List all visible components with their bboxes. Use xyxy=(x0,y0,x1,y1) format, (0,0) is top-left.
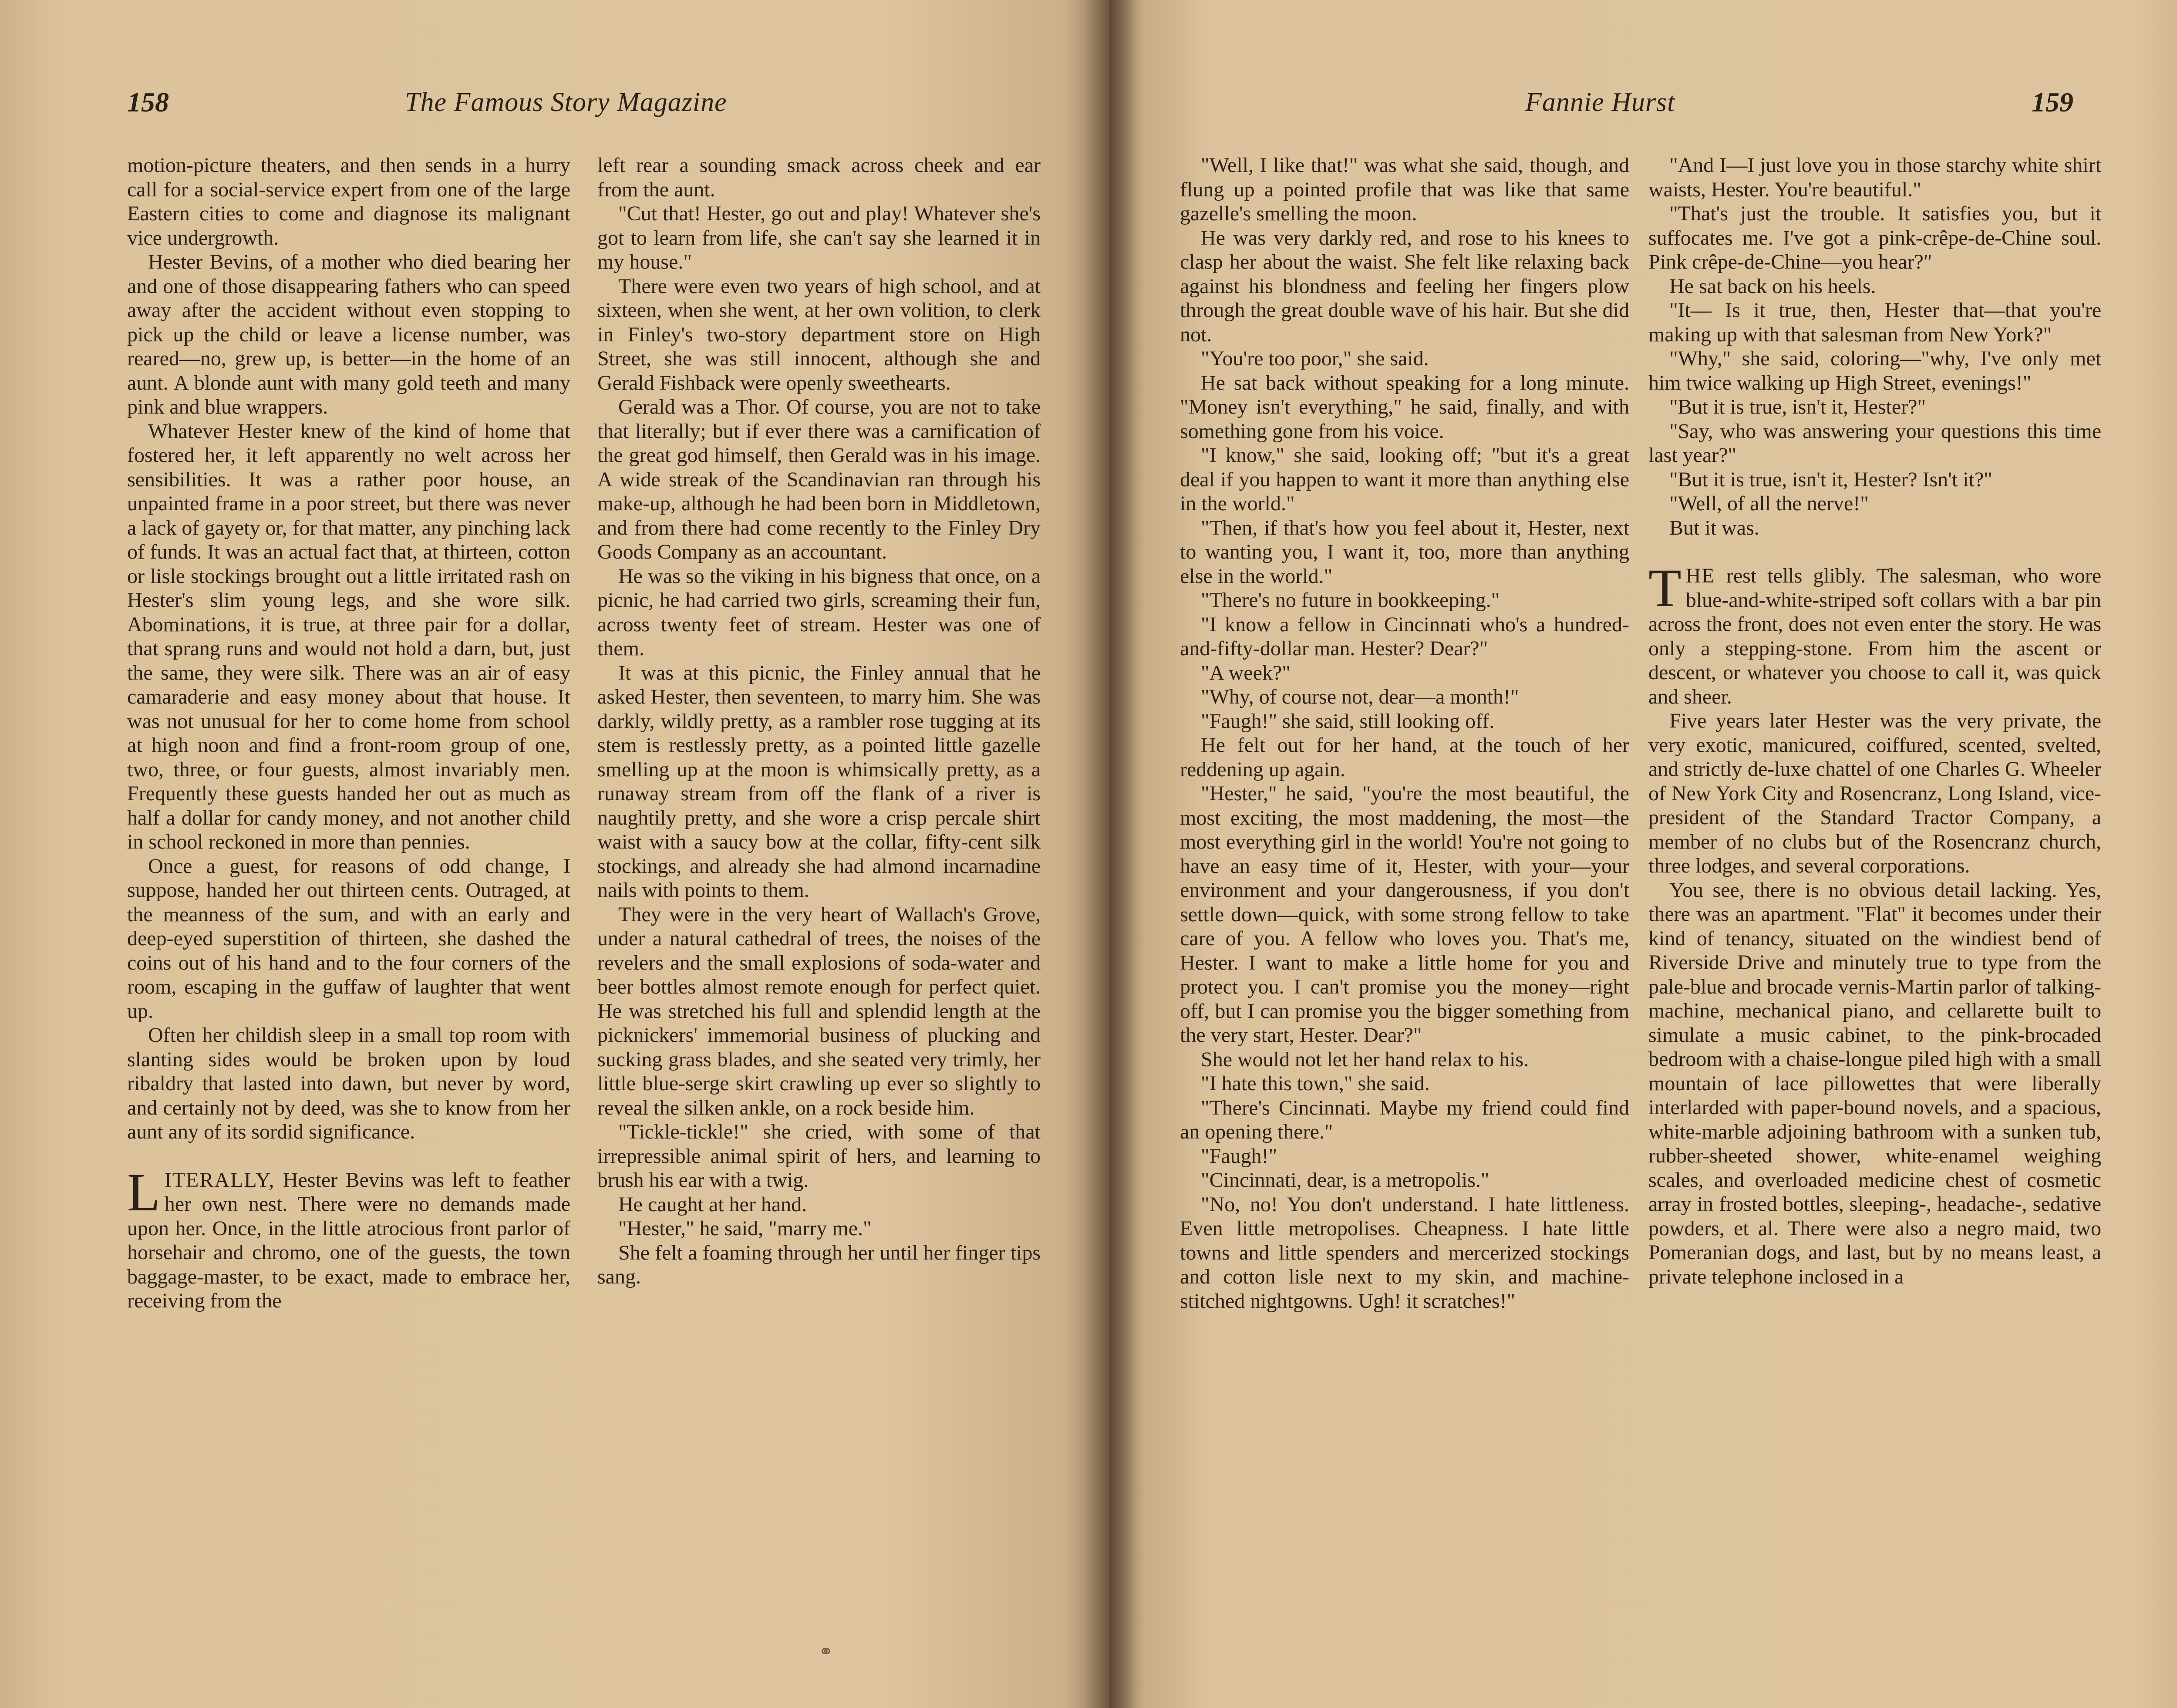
page-ornament: ⚭ xyxy=(819,1642,833,1661)
paragraph: "Cincinnati, dear, is a metropolis." xyxy=(1201,1169,1490,1192)
right-column-1 xyxy=(1180,153,1629,1313)
left-column-2 xyxy=(597,153,1041,1289)
paragraph: "Hester," he said, "marry me." xyxy=(618,1217,872,1240)
paragraph: He felt out for her hand, at the touch of her reddening up again. xyxy=(1180,734,1629,781)
paragraph: But it was. xyxy=(1669,516,1759,539)
paragraph: "I know a fellow in Cincinnati who's a hundred-and-fifty-dollar man. Hester? Dear?" xyxy=(1180,613,1629,660)
paragraph-text: rest tells glibly. The salesman, who wore blue-and-white-striped soft collars with a bar pin across the front, does not even enter the story. He was only a stepping-stone. From him the ascent or descent, or whatever you choose to call it, was quick and sheer. xyxy=(1648,564,2101,708)
paragraph: They were in the very heart of Wallach's Grove, under a natural cathedral of trees, the noises of the revelers and the small explosions of soda-water and beer bottles almost remote enough for perfect quiet. He was stretched his full and splendid length at the picknickers' immemorial business of plucking and sucking grass blades, and she seated very trimly, her little blue-serge skirt crawling up ever so slightly to reveal the silken ankle, on a rock beside him. xyxy=(597,903,1041,1119)
paragraph: "Why, of course not, dear—a month!" xyxy=(1201,685,1519,708)
paragraph: "And I—I just love you in those starchy white shirt waists, Hester. You're beautiful." xyxy=(1648,154,2101,201)
paragraph: He sat back on his heels. xyxy=(1669,274,1876,298)
right-column-2 xyxy=(1648,153,2101,1289)
paragraph: "Why," she said, coloring—"why, I've only met him twice walking up High Street, evenings!" xyxy=(1648,347,2101,394)
paragraph: "I hate this town," she said. xyxy=(1201,1072,1430,1095)
continued-paragraph: left rear a sounding smack across cheek and ear from the aunt. xyxy=(597,154,1041,201)
section-paragraph xyxy=(1648,558,2101,709)
paragraph: He sat back without speaking for a long minute. "Money isn't everything," he said, finally, and with something gone from his voice. xyxy=(1180,371,1629,443)
paragraph: "Then, if that's how you feel about it, Hester, next to wanting you, I want it, too, more than anything else in the world." xyxy=(1180,516,1629,588)
paragraph: "There's no future in bookkeeping." xyxy=(1201,589,1500,612)
paragraph-text: Hester Bevins was left to feather her own nest. There were no demands made upon her. Once, in the little atrocious front parlor of horsehair and chromo, one of the guests, the town baggage-master, to be exact, made to embrace her, receiving from the xyxy=(127,1168,570,1312)
paragraph: "That's just the trouble. It satisfies you, but it suffocates me. I've got a pink-crêpe-de-Chine soul. Pink crêpe-de-Chine—you hear?" xyxy=(1648,202,2101,273)
paragraph: "But it is true, isn't it, Hester? Isn't it?" xyxy=(1669,468,1992,491)
paragraph: "Faugh!" she said, still looking off. xyxy=(1201,709,1495,733)
paragraph: He was very darkly red, and rose to his knees to clasp her about the waist. She felt like relaxing back against his blondness and feeling her fingers plow through the great double wave of his hair. But she did not. xyxy=(1180,226,1629,346)
paragraph: "Well, of all the nerve!" xyxy=(1669,492,1869,515)
right-page xyxy=(1109,0,2177,1708)
paragraph: "It— Is it true, then, Hester that—that you're making up with that salesman from New York?" xyxy=(1648,299,2101,346)
drop-cap: T xyxy=(1648,558,1682,618)
paragraph: He was so the viking in his bigness that once, on a picnic, he had carried two girls, screaming their fun, across twenty feet of stream. Hester was one of them. xyxy=(597,564,1041,660)
paragraph: It was at this picnic, the Finley annual that he asked Hester, then seventeen, to marry him. She was darkly, wildly pretty, as a rambler rose tugging at its stem is restlessly pretty, as a pointed little gazelle smelling up at the moon is whimsically pretty, as a runaway stream from off the flank of a river is naughtily pretty, and she wore a crisp percale shirt waist with a saucy bow at the collar, fifty-cent silk stockings, and already she had almond incarnadine nails with points to them. xyxy=(597,661,1041,902)
paragraph: "Cut that! Hester, go out and play! Whatever she's got to learn from life, she can't say she learned it in my house." xyxy=(597,202,1041,273)
continued-paragraph: motion-picture theaters, and then sends in a hurry call for a social-service expert from one of the large Eastern cities to come and diagnose its malignant vice undergrowth. xyxy=(127,154,570,249)
lead-in: ITERALLY, xyxy=(164,1168,275,1192)
paragraph: "You're too poor," she said. xyxy=(1201,347,1429,370)
page-number-left: 158 xyxy=(127,87,169,118)
paragraph: "I know," she said, looking off; "but it's a great deal if you happen to want it more than anything else in the world." xyxy=(1180,444,1629,515)
paragraph: "No, no! You don't understand. I hate littleness. Even little metropolises. Cheapness. I hate little towns and little spenders and mercerized stockings and cotton lisle next to my skin, and machine-stitched nightgowns. Ugh! it scratches!" xyxy=(1180,1193,1629,1313)
paragraph: Hester Bevins, of a mother who died bearing her and one of those disappearing fathers who can speed away after the accident without even stopping to pick up the child or leave a license number, was reared—no, grew up, is better—in the home of an aunt. A blonde aunt with many gold teeth and many pink and blue wrappers. xyxy=(127,250,570,418)
paragraph: "Hester," he said, "you're the most beautiful, the most exciting, the most maddening, the most—the most everything girl in the world! You're not going to have an easy time of it, Hester, with your—your environment and your dangerousness, if you don't settle down—quick, with some strong fellow to take care of you. A fellow who loves you. That's me, Hester. I want to make a little home for you and protect you. I can't promise you the money—right off, but I can promise you the bigger something from the very start, Hester. Dear?" xyxy=(1180,782,1629,1047)
running-head-left: The Famous Story Magazine xyxy=(405,88,727,117)
paragraph: "Well, I like that!" was what she said, though, and flung up a pointed profile that was like that same gazelle's smelling the moon. xyxy=(1180,154,1629,225)
section-paragraph xyxy=(127,1162,570,1313)
paragraph: "Say, who was answering your questions this time last year?" xyxy=(1648,419,2101,467)
drop-cap: L xyxy=(127,1162,160,1222)
left-column-1 xyxy=(127,153,570,1313)
paragraph: Once a guest, for reasons of odd change, I suppose, handed her out thirteen cents. Outraged, at the meanness of the sum, and with an early and deep-eyed superstition of thirteen, she dashed the coins out of his hand and to the four corners of the room, escaping in the guffaw of laughter that went up. xyxy=(127,854,570,1023)
paragraph: "A week?" xyxy=(1201,661,1291,684)
paragraph: Often her childish sleep in a small top room with slanting sides would be broken upon by loud ribaldry that lasted into dawn, but never by word, and certainly not by deed, was she to know from her aunt any of its sordid significance. xyxy=(127,1024,570,1143)
paragraph: She would not let her hand relax to his. xyxy=(1201,1048,1529,1071)
paragraph: Whatever Hester knew of the kind of home that fostered her, it left apparently no welt across her sensibilities. It was a rather poor house, an unpainted frame in a poor street, but there was never a lack of gayety or, for that matter, any pinching lack of funds. It was an actual fact that, at thirteen, cotton or lisle stockings brought out a little irritated rash on Hester's slim young legs, and she wore silk. Abominations, it is true, at three pair for a dollar, that sprang runs and would not hold a darn, but, just the same, they were silk. There was an air of easy camaraderie and easy money about that house. It was not unusual for her to come home from school at high noon and find a front-room group of one, two, three, or four guests, almost invariably men. Frequently these guests handed her out as much as half a dollar for candy money, and not another child in school reckoned in more than pennies. xyxy=(127,419,570,853)
paragraph: "There's Cincinnati. Maybe my friend could find an opening there." xyxy=(1180,1096,1629,1143)
paragraph: He caught at her hand. xyxy=(618,1193,807,1216)
paragraph: Five years later Hester was the very private, the very exotic, manicured, coiffured, scented, svelted, and strictly de-luxe chattel of one Charles G. Wheeler of New York City and Rosencranz, Long Island, vice-president of the Standard Tractor Company, a member of no clubs but of the Rosencranz church, three lodges, and several corporations. xyxy=(1648,709,2101,877)
running-head-right: Fannie Hurst xyxy=(1525,88,1675,117)
paragraph: "Tickle-tickle!" she cried, with some of that irrepressible animal spirit of hers, and learning to brush his ear with a twig. xyxy=(597,1120,1041,1192)
paragraph: "Faugh!" xyxy=(1201,1144,1277,1168)
paragraph: There were even two years of high school, and at sixteen, when she went, at her own volition, to clerk in Finley's two-story department store on High Street, she was still innocent, although she and Gerald Fishback were openly sweethearts. xyxy=(597,274,1041,394)
paragraph: Gerald was a Thor. Of course, you are not to take that literally; but if ever there was a carnification of the great god himself, then Gerald was in his image. A wide streak of the Scandinavian ran through his make-up, although he had been born in Middletown, and from there had come recently to the Finley Dry Goods Company as an accountant. xyxy=(597,395,1041,563)
paragraph: "But it is true, isn't it, Hester?" xyxy=(1669,395,1926,418)
lead-in: HE xyxy=(1685,564,1715,587)
page-number-right: 159 xyxy=(2032,87,2073,118)
paragraph: You see, there is no obvious detail lacking. Yes, there was an apartment. "Flat" it becomes under their kind of tenancy, situated on the windiest bend of Riverside Drive and minutely true to type from the pale-blue and brocade vernis-Martin parlor of talking-machine, mechanical piano, and cellarette built to simulate a music cabinet, to the pink-brocaded bedroom with a chaise-longue piled high with a small mountain of lace pillowettes that were liberally interlarded with paper-bound novels, and a spacious, white-marble adjoining bathroom with a sunken tub, rubber-sheeted shower, white-enamel weighing scales, and overloaded medicine chest of cosmetic array in frosted bottles, sleeping-, headache-, sedative powders, et al. There were also a negro maid, two Pomeranian dogs, and last, but by no means least, a private telephone inclosed in a xyxy=(1648,878,2101,1288)
paragraph: She felt a foaming through her until her finger tips sang. xyxy=(597,1241,1041,1288)
